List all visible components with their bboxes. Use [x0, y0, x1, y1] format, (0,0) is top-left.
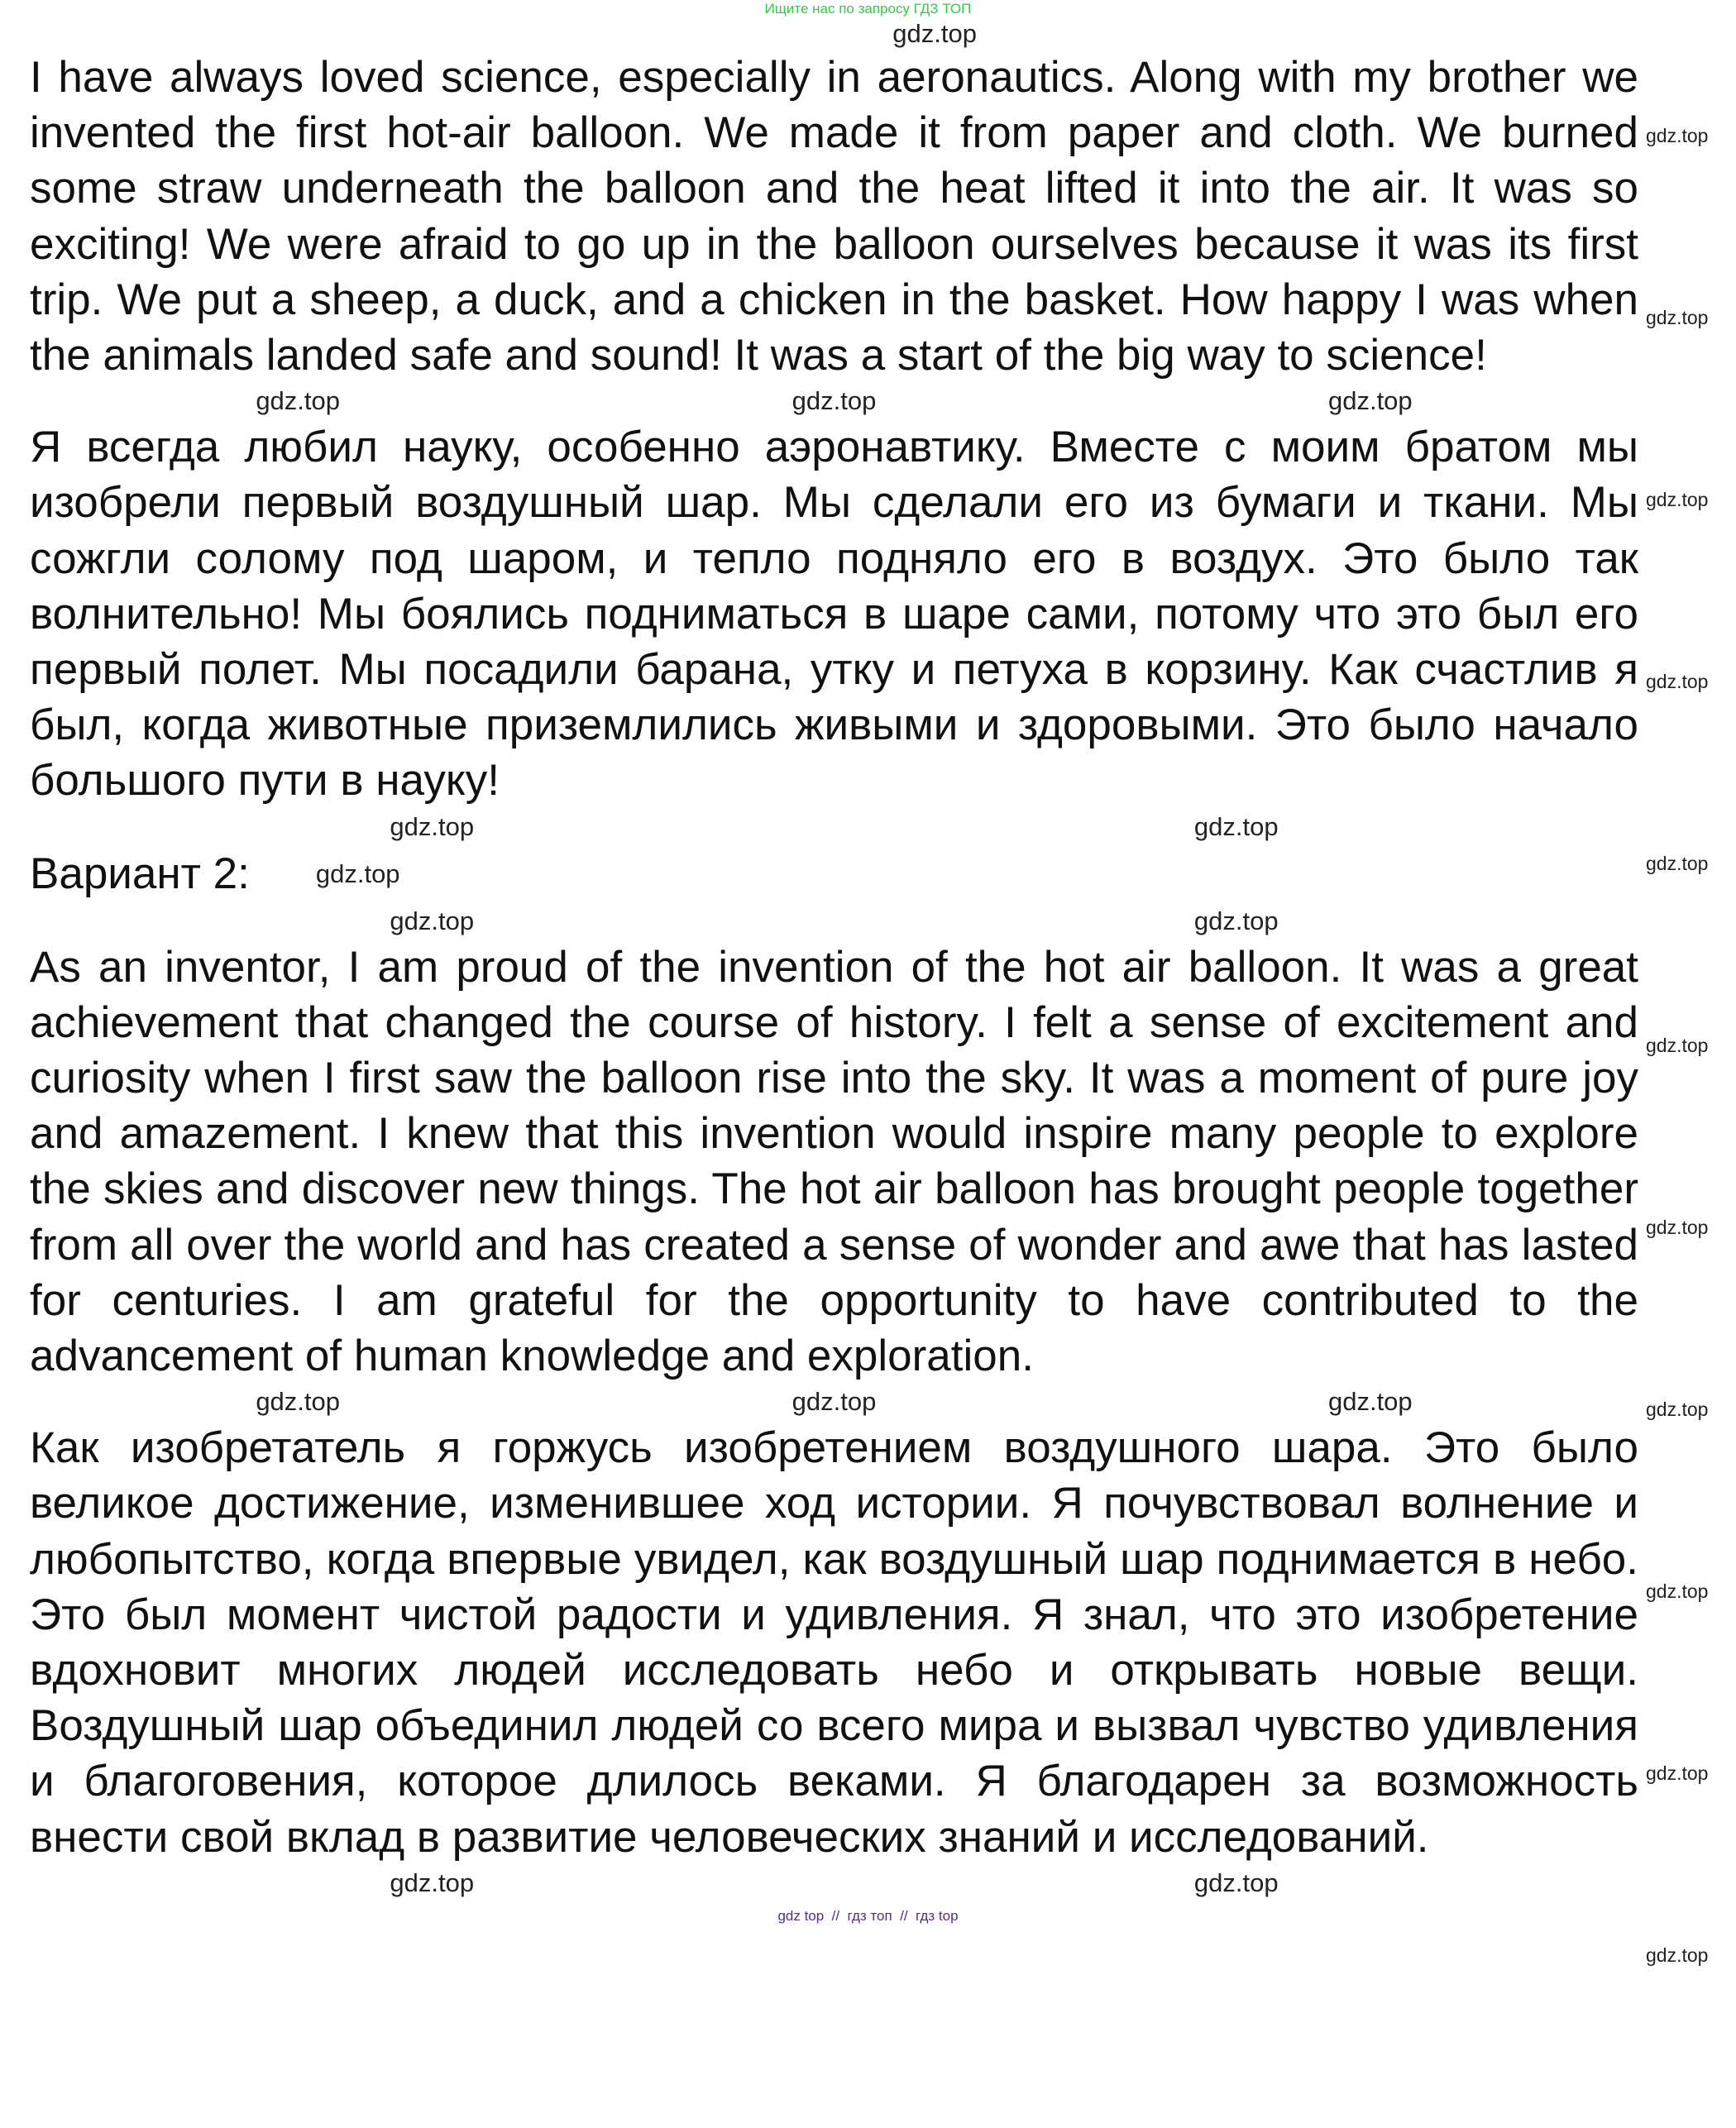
watermark: gdz.top [1646, 671, 1709, 692]
watermark: gdz.top [1646, 1035, 1709, 1056]
paragraph-english-2: As an inventor, I am proud of the invention of the hot air balloon. It was a great achievement that changed the course of history. I felt a sense of excitement and curiosity when I first saw the balloon rise into the sky. It was a moment of pure joy and amazement. I knew that this invention would inspire many people to explore the skies and discover new things. The hot air balloon has brought people together from all over the world and has created a sense of wonder and awe that has lasted for centuries. I am grateful for the opportunity to have contributed to the advancement of human knowledge and exploration. [30, 942, 1638, 1381]
watermark: gdz.top [1646, 489, 1709, 510]
watermark: gdz.top [1327, 1387, 1413, 1417]
watermark: gdz.top [1646, 1580, 1709, 1602]
watermark: gdz.top [1646, 853, 1709, 874]
watermark-row [30, 18, 1638, 50]
paragraph-russian-1: Я всегда любил науку, особенно аэронавтику. Вместе с моим братом мы изобрели первый воздушный шар. Мы сделали его из бумаги и ткани. Мы сожгли солому под шаром, и тепло подняло его в воздух. Это было так волнительно! Мы боялись подниматься в шаре сами, потому что это был его первый полет. Мы посадили барана, утку и петуха в корзину. Как счастлив я был, когда животные приземлились живыми и здоровыми. Это было начало большого пути в науку! [30, 423, 1638, 806]
watermark: gdz.top [791, 1387, 877, 1417]
paragraph-english-1: I have always loved science, especially in aeronautics. Along with my brother we invented the first hot-air balloon. We made it from paper and cloth. We burned some straw underneath the balloon and the heat lifted it into the air. It was so exciting! We were afraid to go up in the balloon ourselves because it was its first trip. We put a sheep, a duck, and a chicken in the basket. How happy I was when the animals landed safe and sound! It was a start of the big way to science! [30, 53, 1638, 380]
watermark: gdz.top [390, 1867, 475, 1897]
watermark: gdz.top [1193, 1867, 1279, 1897]
watermark: gdz.top [1646, 1399, 1709, 1420]
watermark-row [30, 903, 1638, 940]
watermark: gdz.top [1646, 125, 1709, 146]
watermark: gdz.top [1646, 307, 1709, 328]
watermark-row [30, 1384, 1638, 1420]
watermark: gdz.top [1193, 811, 1279, 841]
paragraph-russian-2: Как изобретатель я горжусь изобретением воздушного шара. Это было великое достижение, изменившее ход истории. Я почувствовал волнение и любопытство, когда впервые увидел, как воздушный шар поднимается в небо. Это был момент чистой радости и удивления. Я знал, что это изобретение вдохновит многих людей исследовать небо и открывать новые вещи. Воздушный шар объединил людей со всего мира и вызвал чувство удивления и благоговения, которое длилось веками. Я благодарен за возможность внести свой вклад в развитие человеческих знаний и исследований. [30, 1423, 1638, 1862]
watermark: gdz.top [892, 19, 977, 48]
watermark-row [30, 383, 1638, 419]
watermark: gdz.top [1193, 906, 1279, 935]
watermark: gdz.top [390, 906, 475, 935]
watermark: gdz.top [1646, 1217, 1709, 1238]
right-margin-watermarks [1646, 0, 1736, 2128]
watermark: gdz.top [1327, 386, 1413, 416]
watermark: gdz.top [1646, 1944, 1709, 1966]
variant-heading-row [30, 845, 1638, 903]
variant-heading: Вариант 2: [30, 849, 250, 899]
watermark-row [30, 809, 1638, 845]
document-body [30, 18, 1638, 1901]
watermark: gdz.top [256, 386, 341, 416]
watermark: gdz.top [791, 386, 877, 416]
top-banner: Ищите нас по запросу ГДЗ ТОП [764, 1, 972, 17]
watermark: gdz.top [256, 1387, 341, 1417]
watermark: gdz.top [1646, 1762, 1709, 1784]
watermark: gdz.top [390, 811, 475, 841]
watermark-row [30, 1865, 1638, 1901]
footer-links: gdz top // гдз топ // гдз top [777, 1907, 959, 1924]
watermark: gdz.top [315, 858, 400, 888]
